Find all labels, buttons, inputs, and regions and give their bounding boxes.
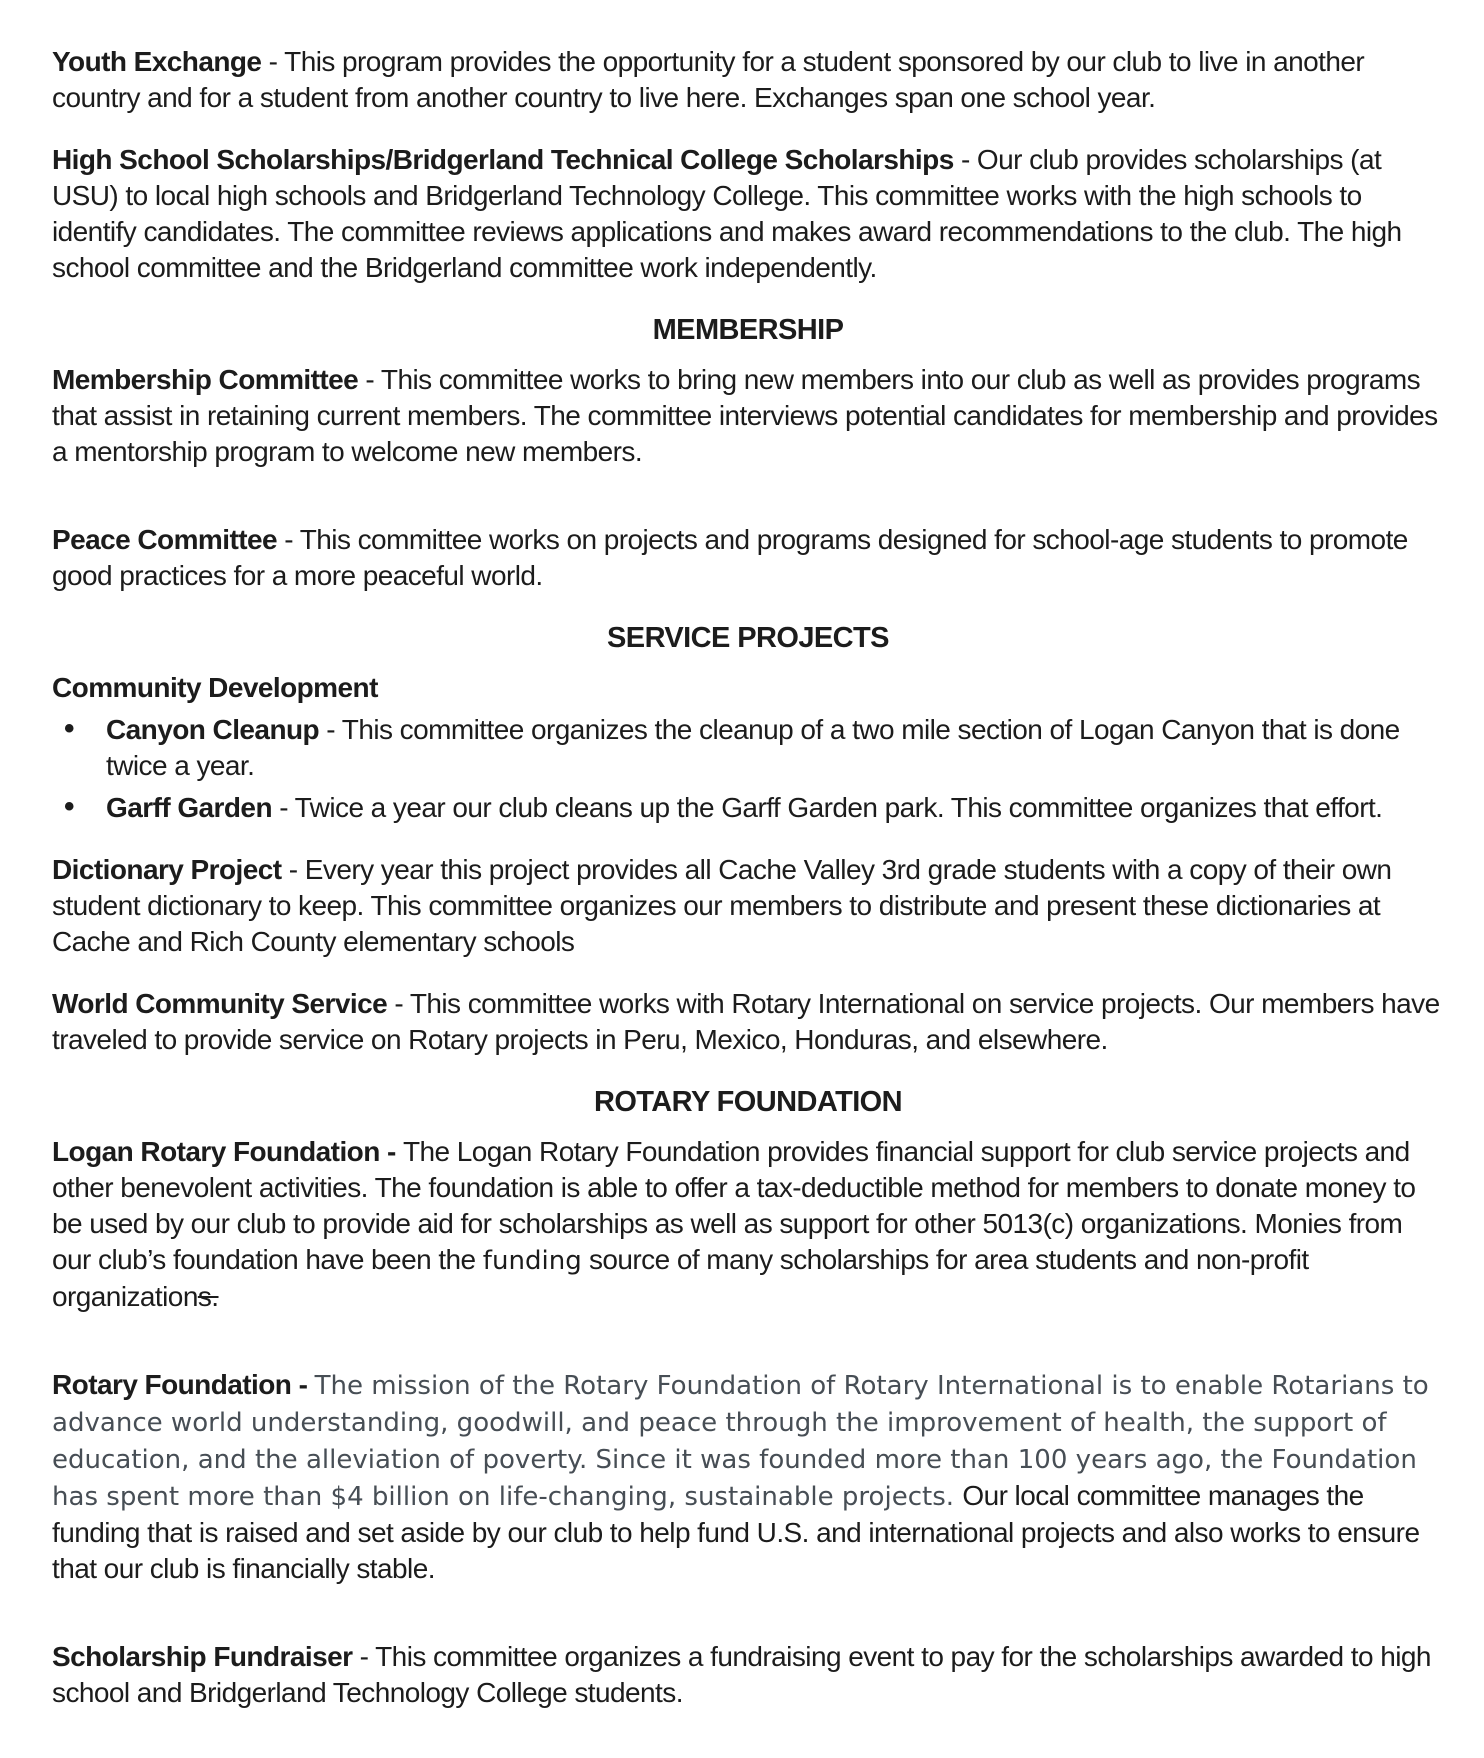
text-run: MEMBERSHIP	[652, 314, 844, 346]
heading-rotary-foundation	[52, 1084, 1444, 1120]
paragraph-world-community-service	[52, 986, 1444, 1058]
text-run: - This committee organizes the cleanup of a two mile section of Logan Canyon that is done twice a year.	[106, 714, 1400, 781]
text-run: SERVICE PROJECTS	[607, 622, 889, 654]
text-run: - This committee works on projects and programs designed for school-age students to promote good practices for a more peaceful world.	[52, 524, 1408, 591]
text-run: ROTARY FOUNDATION	[593, 1086, 903, 1118]
text-run: Dictionary Project	[52, 854, 282, 885]
paragraph-membership-committee	[52, 362, 1444, 470]
text-run: The mission of the Rotary Foundation of Rotary International is to enable Rotarians to advance world understanding, goodwill, and peace through the improvement of health, the support of education, and the alleviation of poverty. Since it was founded more than 100 years ago, the Foundation has spent more than $4 billion on life-changing, sustainable projects.	[52, 1371, 1429, 1512]
text-run: Rotary Foundation -	[52, 1369, 315, 1400]
text-run: Our local committee manages the funding that is raised and set aside by our club to help fund U.S. and international projects and also works to ensure that our club is financially stable.	[52, 1480, 1420, 1584]
paragraph-dictionary-project	[52, 852, 1444, 960]
text-run: Community Development	[52, 672, 378, 703]
heading-service-projects	[52, 620, 1444, 656]
text-run: Youth Exchange	[52, 46, 262, 77]
text-run: - This committee works with Rotary International on service projects. Our members have traveled to provide service on Rotary projects in Peru, Mexico, Honduras, and elsewhere.	[52, 988, 1440, 1055]
bullet-garff-garden	[52, 790, 1444, 826]
text-run: funding	[482, 1246, 582, 1276]
text-run: Logan Rotary Foundation -	[52, 1136, 403, 1167]
text-run: World Community Service	[52, 988, 388, 1019]
paragraph-peace-committee	[52, 522, 1444, 594]
paragraph-youth-exchange	[52, 44, 1444, 116]
text-run: - Twice a year our club cleans up the Garff Garden park. This committee organizes that effort.	[271, 792, 1383, 823]
subheading-community-development	[52, 670, 1444, 706]
text-run: Garff Garden	[106, 792, 272, 823]
text-run: - This program provides the opportunity for a student sponsored by our club to live in another country and for a student from another country to live here. Exchanges span one school year.	[52, 46, 1365, 113]
text-run: - Our club provides scholarships (at USU) to local high schools and Bridgerland Technology College. This committee works with the high schools to identify candidates. The committee reviews applications and makes award recommendations to the club. The high school committee and the Bridgerland committee work independently.	[52, 144, 1402, 283]
text-run: s.	[197, 1281, 219, 1312]
paragraph-high-school-scholarships	[52, 142, 1444, 286]
paragraph-scholarship-fundraiser	[52, 1639, 1444, 1711]
text-run: - Every year this project provides all Cache Valley 3rd grade students with a copy of their own student dictionary to keep. This committee organizes our members to distribute and present these dictionaries at Cache and Rich County elementary schools	[52, 854, 1392, 957]
heading-membership	[52, 312, 1444, 348]
text-run: Scholarship Fundraiser	[52, 1641, 353, 1672]
document-body	[52, 44, 1444, 1711]
paragraph-logan-rotary-foundation	[52, 1134, 1444, 1315]
text-run: source of many scholarships for area students and non-profit organization	[52, 1244, 1309, 1312]
paragraph-rotary-foundation	[52, 1367, 1444, 1587]
text-run: - This committee organizes a fundraising event to pay for the scholarships awarded to high school and Bridgerland Technology College students.	[52, 1641, 1431, 1708]
text-run: Membership Committee	[52, 364, 359, 395]
text-run: The Logan Rotary Foundation provides financial support for club service projects and other benevolent activities. The foundation is able to offer a tax-deductible method for members to donate money to be used by our club to provide aid for scholarships as well as support for other 5013(c) organizations. Monies from our club’s foundation have been the	[52, 1136, 1416, 1275]
text-run: - This committee works to bring new members into our club as well as provides programs that assist in retaining current members. The committee interviews potential candidates for membership and provides a mentorship program to welcome new members.	[52, 364, 1438, 467]
text-run: Peace Committee	[52, 524, 278, 555]
text-run: Canyon Cleanup	[106, 714, 320, 745]
bullet-canyon-cleanup	[52, 712, 1444, 784]
text-run: High School Scholarships/Bridgerland Technical College Scholarships	[52, 144, 954, 175]
